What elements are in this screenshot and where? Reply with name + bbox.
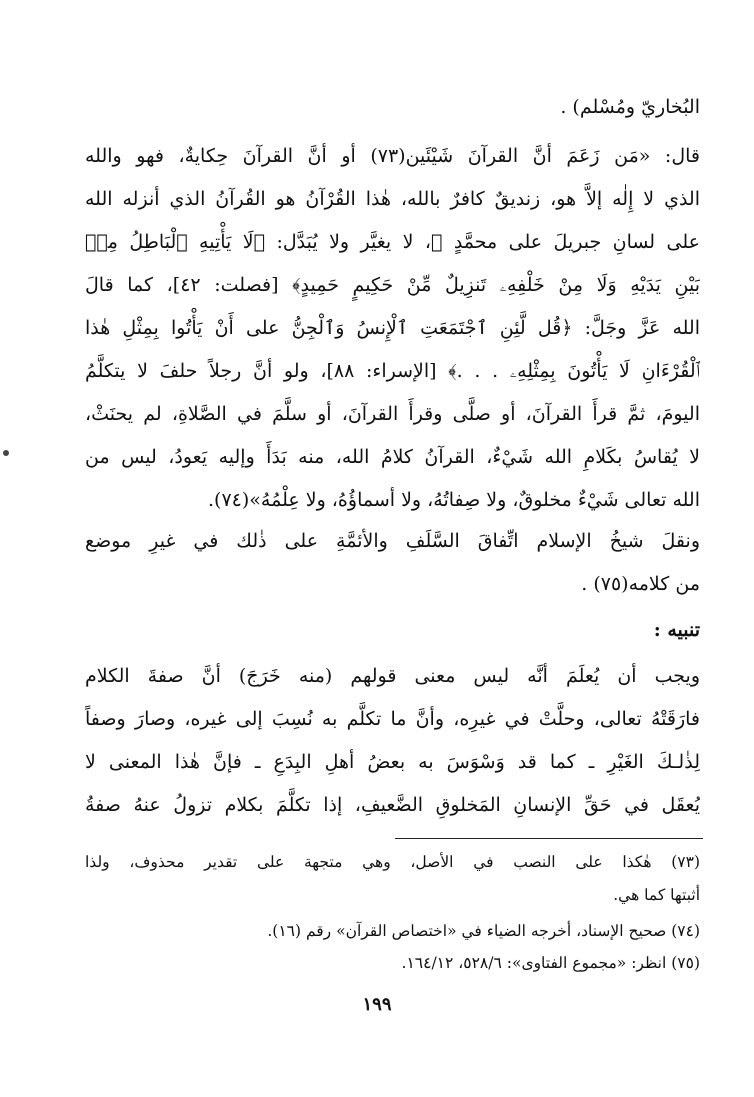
- paragraph-intro: [85, 86, 700, 129]
- footnote-75: [85, 947, 700, 980]
- paragraph-quote: [85, 135, 700, 522]
- text-line: من كلامه(٧٥) .: [581, 573, 700, 595]
- footnote-line: أثبتها كما هي.: [613, 886, 700, 904]
- scan-speck: [3, 450, 9, 456]
- text-line: قال: «مَن زَعَمَ أنَّ القرآنَ شَيْئَين(٧٣) أو أنَّ القرآنَ حِكايةٌ، فهو والله: [85, 145, 700, 167]
- text-line: لا يُقاسُ بكَلامِ الله شَيْءٌ، القرآنُ كلامُ الله، منه بَدَأَ وإليه يَعودُ، ليس من: [85, 446, 700, 468]
- footnote-73: [85, 846, 700, 912]
- text-line: على لسانِ جبريلَ على محمَّدٍ ﷺ، لا يغيَّر ولا يُبَدَّل: ﴿لَا يَأْتِيهِ ٱلْبَاطِلُ مِنۢ: [85, 231, 700, 253]
- footnote-line: (٧٤) صحيح الإسناد، أخرجه الضياء في «اختصاص القرآن» رقم (١٦).: [267, 922, 700, 940]
- text-line: ويجب أن يُعلَمَ أنَّه ليس معنى قولهم (منه خَرَجَ) أنَّ صفةَ الكلام: [85, 665, 700, 687]
- page-number: ١٩٩: [362, 994, 392, 1015]
- paragraph-note: [85, 655, 700, 827]
- text-line: الله تعالى شَيْءٌ مخلوقٌ، ولا صِفاتُهُ، ولا أسماؤُهُ، ولا عِلْمُهُ»(٧٤).: [208, 489, 700, 511]
- text-line: بَيْنِ يَدَيْهِ وَلَا مِنْ خَلْفِهِۦ تَنزِيلٌ مِّنْ حَكِيمٍ حَمِيدٍ﴾ [فصلت: ٤٢]، كما قالَ: [85, 274, 700, 296]
- text-line: ٱلْقُرْءَانِ لَا يَأْتُونَ بِمِثْلِهِۦ . . .﴾ [الإسراء: ٨٨]، ولو أنَّ رجلاً حلفَ لا يتكلَّمُ: [85, 360, 700, 382]
- footnote-line: (٧٥) انظر: «مجموع الفتاوى»: ٥٢٨/٦، ١٦٤/١٢.: [401, 954, 700, 972]
- text-line: لِذٰلـكَ الغَيْرِ ـ كما قد وَسْوَسَ به بعضُ أهلِ البِدَعِ ـ فإنَّ هٰذا المعنى لا: [85, 751, 700, 773]
- text-line: البُخاريّ ومُسْلم) .: [560, 96, 700, 118]
- text-line: الذي لا إِلٰه إلاَّ هو، زنديقٌ كافرٌ بالله، هٰذا القُرْآنُ هو القُرآنُ الذي أنزله الله: [85, 188, 700, 210]
- text-line: فارَقَتْهُ تعالى، وحلَّتْ في غيرِه، وأنَّ ما تكلَّم به نُسِبَ إلى غيره، وصارَ وصفاً: [85, 708, 700, 730]
- footnote-line: (٧٣) هٰكذا على النصب في الأصل، وهي متجهة على تقدير محذوف، ولذا: [85, 853, 700, 871]
- text-line: اليومَ، ثمَّ قرأَ القرآنَ، أو صلَّى وقرأَ القرآنَ، أو سلَّمَ في الصَّلاةِ، لم يحنَثْ،: [85, 403, 700, 425]
- text-line: الله عَزَّ وجَلَّ: ﴿قُل لَّئِنِ ٱجْتَمَعَتِ ٱلْإِنسُ وَٱلْجِنُّ على أَنْ يَأْتُوا بِمِثْلِ هٰذا: [85, 317, 700, 339]
- footnote-divider: [395, 838, 703, 839]
- text-line: ونقلَ شيخُ الإسلام اتِّفاقَ السَّلَفِ والأئمَّةِ على ذٰلك في غيرِ موضع: [85, 530, 700, 552]
- section-heading: تنبيه :: [653, 619, 700, 641]
- paragraph-transmit: [85, 520, 700, 606]
- text-line: يُعقَل في حَقِّ الإنسانِ المَخلوقِ الضَّعيفِ، إذا تكلَّمَ بكلام تزولُ عنهُ صفةُ: [85, 794, 700, 816]
- footnote-74: [85, 915, 700, 948]
